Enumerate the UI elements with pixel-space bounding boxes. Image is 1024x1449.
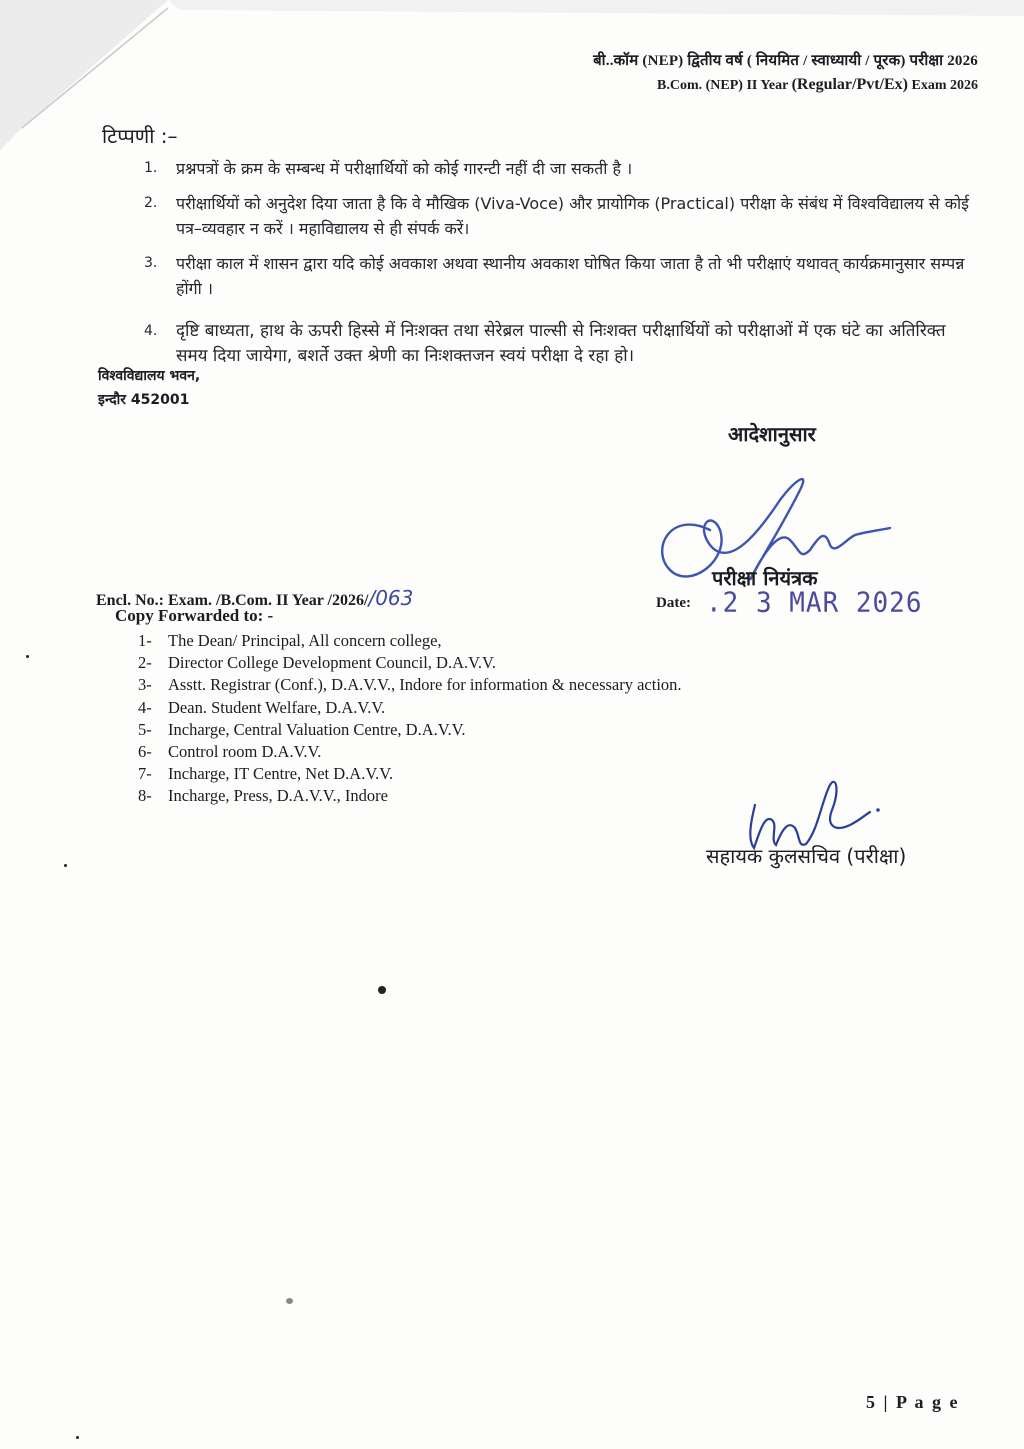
recipient-text: Incharge, Press, D.A.V.V., Indore <box>168 786 388 806</box>
note-item <box>140 319 980 369</box>
list-item <box>138 674 682 696</box>
note-number: 1. <box>144 160 158 176</box>
recipient-number: 7- <box>138 764 152 784</box>
recipient-text: Incharge, Central Valuation Centre, D.A.V.V. <box>168 719 466 739</box>
recipient-text: The Dean/ Principal, All concern college, <box>168 631 442 650</box>
note-text: परीक्षा काल में शासन द्वारा यदि कोई अवकाश अथवा स्थानीय अवकाश घोषित किया जाता है तो भी परीक्षाएं यथावत् कार्यक्रमानुसार सम्पन्न होंगी । <box>176 254 965 298</box>
notes-heading: टिप्पणी :– <box>102 124 178 148</box>
address-line: इन्दौर 452001 <box>98 392 190 408</box>
recipient-list <box>138 630 682 808</box>
order-caption: आदेशानुसार <box>728 422 816 446</box>
university-address <box>98 364 200 412</box>
recipient-text: Director College Development Council, D.A.V.V. <box>168 653 496 673</box>
enclosure-handwritten-number: /063 <box>368 586 414 610</box>
exam-header <box>593 50 978 94</box>
date-label: Date: <box>656 595 691 611</box>
list-item <box>138 630 682 652</box>
header-english-prefix: B.Com. (NEP) II Year <box>657 78 789 93</box>
recipient-number: 4- <box>138 697 152 717</box>
recipient-number: 3- <box>138 675 152 695</box>
note-item <box>140 156 980 181</box>
note-number: 4. <box>144 323 158 339</box>
recipient-text: Dean. Student Welfare, D.A.V.V. <box>168 697 386 717</box>
list-item <box>138 785 682 807</box>
recipient-text: Control room D.A.V.V. <box>168 742 322 762</box>
date-stamp: .2 3 MAR 2026 <box>706 587 923 619</box>
header-english-suffix: Exam 2026 <box>911 78 978 93</box>
recipient-number: 1- <box>138 631 152 650</box>
page-number: 5 | P a g e <box>866 1392 960 1412</box>
scan-speck <box>378 986 386 994</box>
recipient-text: Incharge, IT Centre, Net D.A.V.V. <box>168 764 394 784</box>
note-text: प्रश्नपत्रों के क्रम के सम्बन्ध में परीक्षार्थियों को कोई गारन्टी नहीं दी जा सकती है । <box>176 159 633 178</box>
note-item <box>140 251 980 301</box>
recipient-number: 6- <box>138 742 152 762</box>
assistant-registrar-title: सहायक कुलसचिव (परीक्षा) <box>706 844 907 868</box>
note-number: 3. <box>144 255 158 271</box>
list-item <box>138 741 682 763</box>
list-item <box>138 763 682 785</box>
note-text: परीक्षार्थियों को अनुदेश दिया जाता है कि वे मौखिक (Viva-Voce) और प्रायोगिक (Practical) परीक्षा के संबंध में विश्वविद्यालय से कोई पत्र–व्यवहार न करें । महाविद्यालय से ही संपर्क करें। <box>176 194 969 238</box>
recipient-number: 5- <box>138 719 152 739</box>
copy-forwarded-heading: Copy Forwarded to: - <box>115 606 274 625</box>
header-hindi-title: बी..कॉम (NEP) द्वितीय वर्ष ( नियमित / स्वाध्यायी / पूरक) परीक्षा 2026 <box>593 53 978 69</box>
list-item <box>138 652 682 674</box>
enclosure-label: Encl. No.: Exam. /B.Com. II Year /2026/ <box>96 592 369 609</box>
header-english-mid: (Regular/Pvt/Ex) <box>791 76 908 93</box>
scan-speck <box>76 1436 79 1439</box>
scan-speck <box>286 1298 293 1304</box>
header-english-title <box>593 76 978 94</box>
recipient-number: 2- <box>138 653 152 673</box>
notes-list <box>140 150 980 379</box>
recipient-number: 8- <box>138 786 152 806</box>
list-item <box>138 719 682 741</box>
note-item <box>140 191 980 241</box>
list-item <box>138 697 682 719</box>
recipient-text: Asstt. Registrar (Conf.), D.A.V.V., Indore for information & necessary action. <box>168 675 682 695</box>
controller-title: परीक्षा नियंत्रक <box>712 566 818 590</box>
address-line: विश्वविद्यालय भवन, <box>98 368 201 384</box>
scan-speck <box>26 655 29 658</box>
scan-speck <box>64 864 67 867</box>
note-number: 2. <box>144 195 158 211</box>
note-text: दृष्टि बाध्यता, हाथ के ऊपरी हिस्से में निःशक्त तथा सेरेब्रल पाल्सी से निःशक्त परीक्षार्थियों को परीक्षाओं में एक घंटे का अतिरिक्त समय दिया जायेगा, बशर्ते उक्त श्रेणी का निःशक्तजन स्वयं परीक्षा दे रहा हो। <box>176 321 946 366</box>
